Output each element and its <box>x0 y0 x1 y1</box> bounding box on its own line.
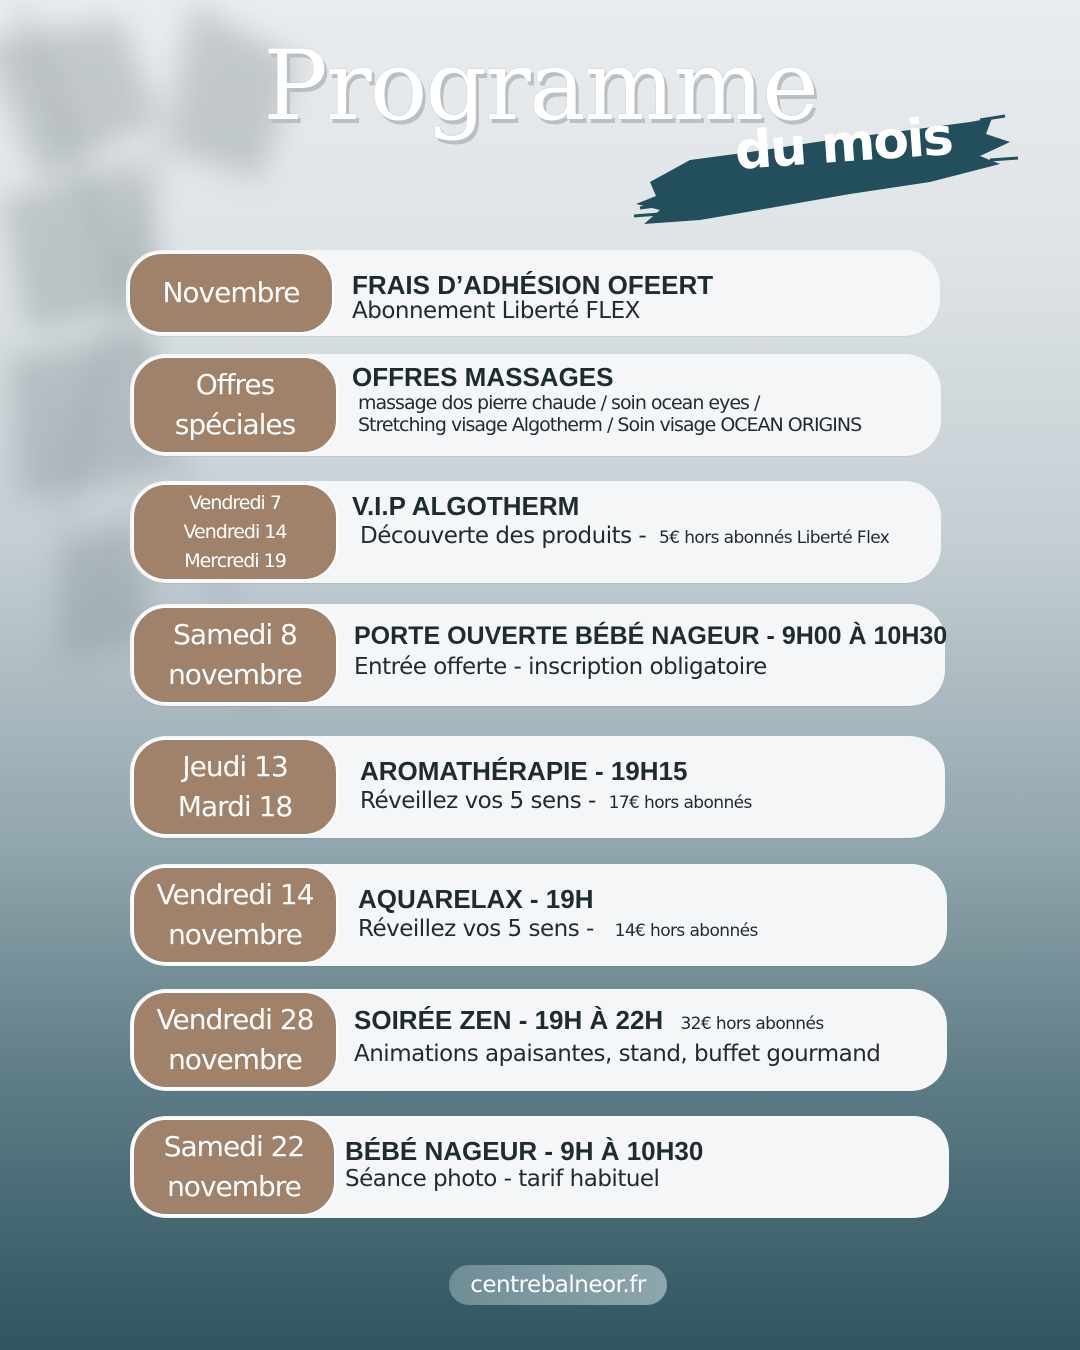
event-heading: AROMATHÉRAPIE - 19H15 <box>360 756 688 786</box>
event-content <box>352 354 921 454</box>
event-row <box>130 481 941 583</box>
date-badge <box>128 252 334 334</box>
date-line: Offres <box>195 368 275 401</box>
date-line: Vendredi 14 <box>183 520 287 543</box>
event-subtitle <box>360 523 889 549</box>
date-line: Mardi 18 <box>177 790 293 823</box>
event-row <box>130 989 947 1091</box>
price-note: 5€ hors abonnés Liberté Flex <box>659 528 890 548</box>
date-line: Novembre <box>162 276 300 309</box>
event-subtitle <box>360 788 752 814</box>
page-subtitle: du mois <box>732 106 954 182</box>
event-content <box>354 989 927 1089</box>
date-line: spéciales <box>174 408 296 441</box>
event-heading: PORTE OUVERTE BÉBÉ NAGEUR - 9H00 À 10H30 <box>354 622 948 650</box>
date-line: Vendredi 28 <box>156 1003 314 1036</box>
event-subtitle-text: Découverte des produits - <box>360 523 647 549</box>
event-content <box>345 1116 929 1216</box>
event-heading: OFFRES MASSAGES <box>352 362 614 392</box>
date-line: novembre <box>168 1043 302 1076</box>
event-content <box>360 736 925 836</box>
date-line: novembre <box>168 918 302 951</box>
date-badge <box>132 483 338 581</box>
date-badge <box>132 606 338 704</box>
event-heading-text: SOIRÉE ZEN - 19H À 22H <box>354 1005 664 1035</box>
date-badge <box>132 738 338 836</box>
event-heading: V.I.P ALGOTHERM <box>352 491 580 521</box>
event-subtitle: Séance photo - tarif habituel <box>345 1166 660 1192</box>
date-line: novembre <box>168 658 302 691</box>
event-content <box>352 481 921 581</box>
event-row <box>130 1116 949 1218</box>
event-heading <box>354 1005 824 1036</box>
date-line: Vendredi 14 <box>156 878 314 911</box>
date-line: novembre <box>167 1170 301 1203</box>
event-content <box>354 604 948 704</box>
date-badge <box>132 991 338 1089</box>
event-heading: BÉBÉ NAGEUR - 9H À 10H30 <box>345 1136 704 1166</box>
date-line: Samedi 22 <box>163 1130 305 1163</box>
event-subtitle: Entrée offerte - inscription obligatoire <box>354 654 767 680</box>
price-note: 32€ hors abonnés <box>680 1014 824 1034</box>
event-detail-line: massage dos pierre chaude / soin ocean eyes / <box>358 392 760 414</box>
event-heading: FRAIS D’ADHÉSION OFEERT <box>352 270 714 300</box>
event-row <box>126 250 940 336</box>
event-content <box>352 250 920 350</box>
price-note: 17€ hors abonnés <box>608 793 752 813</box>
date-line: Samedi 8 <box>173 618 297 651</box>
event-detail-line: Stretching visage Algotherm / Soin visage OCEAN ORIGINS <box>358 414 862 436</box>
date-badge <box>132 1118 336 1216</box>
event-subtitle-text: Réveillez vos 5 sens - <box>360 788 596 814</box>
page-title: Programme <box>263 30 817 142</box>
event-row <box>130 736 945 838</box>
event-row <box>130 864 947 966</box>
event-subtitle <box>358 916 758 942</box>
date-badge <box>132 356 338 454</box>
date-line: Mercredi 19 <box>184 549 286 572</box>
event-heading: AQUARELAX - 19H <box>358 884 594 914</box>
date-badge <box>132 866 338 964</box>
event-row <box>130 604 948 706</box>
event-subtitle: Animations apaisantes, stand, buffet gourmand <box>354 1041 881 1067</box>
date-line: Vendredi 7 <box>189 491 281 514</box>
event-row <box>130 354 941 456</box>
event-content <box>358 864 927 964</box>
date-line: Jeudi 13 <box>182 750 288 783</box>
price-note: 14€ hors abonnés <box>614 921 758 941</box>
website-link[interactable]: centrebalneor.fr <box>449 1265 667 1305</box>
event-subtitle: Abonnement Liberté FLEX <box>352 298 640 324</box>
event-subtitle-text: Réveillez vos 5 sens - <box>358 916 594 942</box>
